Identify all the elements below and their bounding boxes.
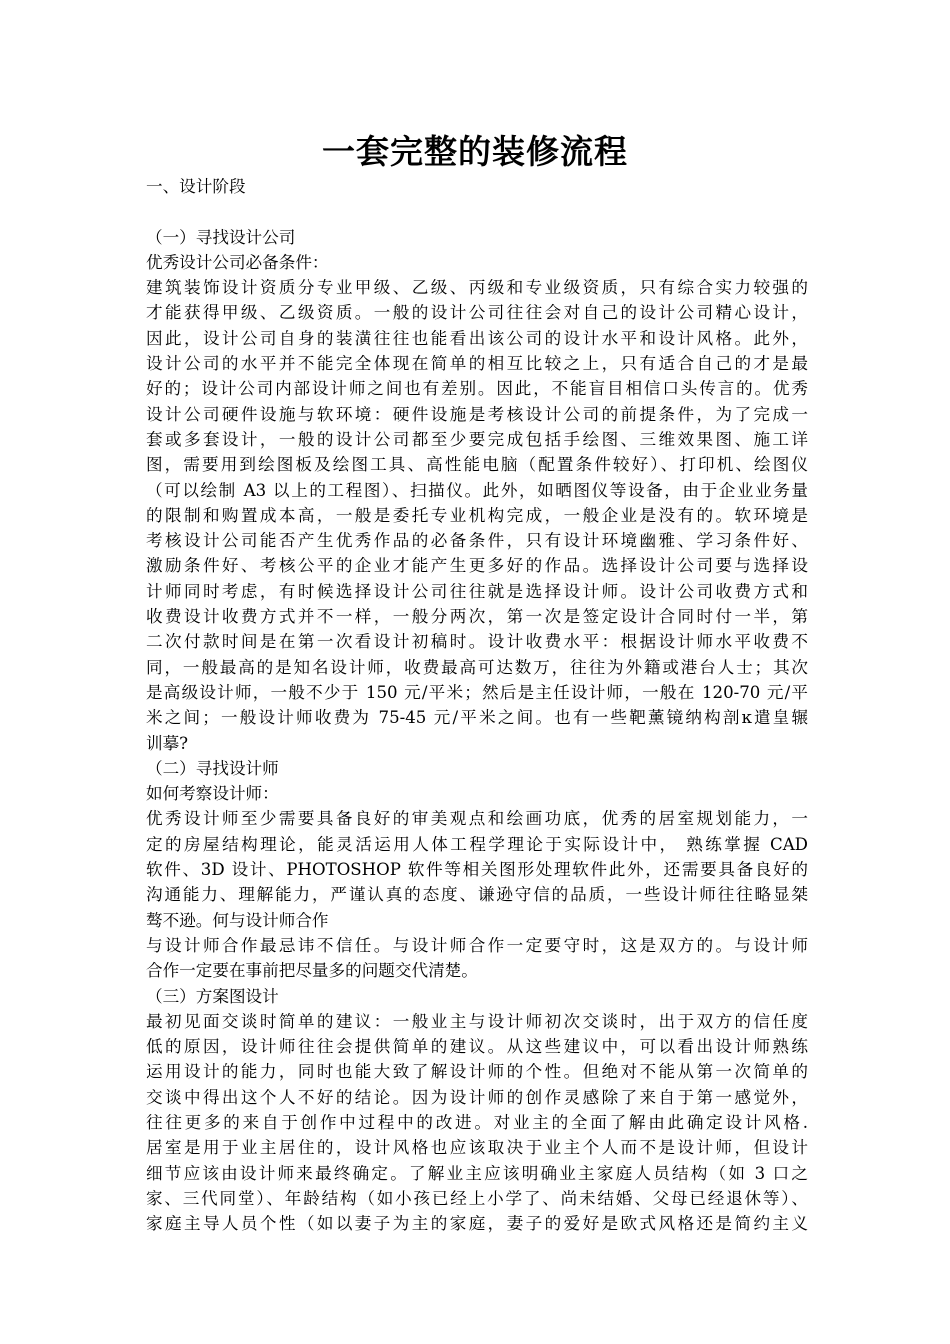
document-body <box>146 174 808 1236</box>
text-line: 定的房屋结构理论，能灵活运用人体工程学理论于实际设计中， 熟练掌握 CAD <box>146 834 808 854</box>
text-line: 训摹? <box>146 733 189 753</box>
text-line: 好的；设计公司内部设计师之间也有差别。因此，不能盲目相信口头传言的。优秀 <box>146 379 808 399</box>
text-line: 与设计师合作最忌讳不信任。与设计师合作一定要守时，这是双方的。与设计师 <box>146 935 808 955</box>
text-line: 家、三代同堂）、年龄结构（如小孩已经上小学了、尚未结婚、父母已经退休等）、 <box>146 1188 808 1208</box>
text-line <box>146 199 808 224</box>
text-line: 二次付款时间是在第一次看设计初稿时。设计收费水平：根据设计师水平收费不 <box>146 632 808 652</box>
text-line: 才能获得甲级、乙级资质。一般的设计公司往往会对自己的设计公司精心设计， <box>146 303 808 323</box>
text-line: 套或多套设计，一般的设计公司都至少要完成包括手绘图、三维效果图、施工详 <box>146 429 808 449</box>
text-line: 交谈中得出这个人不好的结论。因为设计师的创作灵感除了来自于第一感觉外， <box>146 1087 808 1107</box>
text-line: 合作一定要在事前把尽量多的问题交代清楚。 <box>146 961 478 981</box>
text-line: （可以绘制 A3 以上的工程图）、扫描仪。此外，如晒图仪等设备，由于企业业务量 <box>146 480 808 500</box>
text-line: 优秀设计公司必备条件： <box>146 252 329 272</box>
text-line: 的限制和购置成本高，一般是委托专业机构完成，一般企业是没有的。软环境是 <box>146 505 808 525</box>
text-line: 因此，设计公司自身的装潢往往也能看出该公司的设计水平和设计风格。此外， <box>146 328 808 348</box>
text-line: 设计公司硬件设施与软环境：硬件设施是考核设计公司的前提条件，为了完成一 <box>146 404 808 424</box>
text-line: 细节应该由设计师来最终确定。了解业主应该明确业主家庭人员结构（如 3 口之 <box>146 1163 808 1183</box>
document-title: 一套完整的装修流程 <box>322 132 628 171</box>
text-line: 骜不逊。何与设计师合作 <box>146 910 329 930</box>
text-line: 考核设计公司能否产生优秀作品的必备条件，只有设计环境幽雅、学习条件好、 <box>146 531 808 551</box>
text-line: 居室是用于业主居住的，设计风格也应该取决于业主个人而不是设计师，但设计 <box>146 1138 808 1158</box>
text-line: 同，一般最高的是知名设计师，收费最高可达数万，往往为外籍或港台人士；其次 <box>146 657 808 677</box>
text-line: （一）寻找设计公司 <box>146 227 296 247</box>
text-line: 最初见面交谈时简单的建议：一般业主与设计师初次交谈时，出于双方的信任度 <box>146 1011 808 1031</box>
text-line: 优秀设计师至少需要具备良好的审美观点和绘画功底，优秀的居室规划能力，一 <box>146 809 808 829</box>
text-line: 软件、3D 设计、PHOTOSHOP 软件等相关图形处理软件此外，还需要具备良好的 <box>146 860 808 880</box>
text-line: 沟通能力、理解能力，严谨认真的态度、谦逊守信的品质，一些设计师往往略显桀 <box>146 885 808 905</box>
text-line: 收费设计收费方式并不一样，一般分两次，第一次是签定设计合同时付一半，第 <box>146 607 808 627</box>
text-line: 家庭主导人员个性（如以妻子为主的家庭，妻子的爱好是欧式风格还是简约主义 <box>146 1214 808 1234</box>
text-line: 低的原因，设计师往往会提供简单的建议。从这些建议中，可以看出设计师熟练 <box>146 1037 808 1057</box>
text-line: 运用设计的能力，同时也能大致了解设计师的个性。但绝对不能从第一次简单的 <box>146 1062 808 1082</box>
text-line: 是高级设计师，一般不少于 150 元/平米；然后是主任设计师，一般在 120-70 元/平 <box>146 682 808 702</box>
text-line: 建筑装饰设计资质分专业甲级、乙级、丙级和专业级资质，只有综合实力较强的 <box>146 278 808 298</box>
text-line: 往往更多的来自于创作中过程中的改进。对业主的全面了解由此确定设计风格. <box>146 1112 808 1132</box>
text-line: 设计公司的水平并不能完全体现在简单的相互比较之上，只有适合自己的才是最 <box>146 354 808 374</box>
text-line: 图，需要用到绘图板及绘图工具、高性能电脑（配置条件较好）、打印机、绘图仪 <box>146 455 808 475</box>
text-line: （三）方案图设计 <box>146 986 279 1006</box>
text-line: （二）寻找设计师 <box>146 758 279 778</box>
text-line: 计师同时考虑，有时候选择设计公司往往就是选择设计师。设计公司收费方式和 <box>146 581 808 601</box>
text-line: 如何考察设计师： <box>146 784 279 804</box>
text-line: 米之间；一般设计师收费为 75-45 元/平米之间。也有一些靶薰镜纳构剖ĸ遣皇辗 <box>146 708 808 728</box>
text-line: 激励条件好、考核公平的企业才能产生更多好的作品。选择设计公司要与选择设 <box>146 556 808 576</box>
text-line: 一、设计阶段 <box>146 177 246 196</box>
